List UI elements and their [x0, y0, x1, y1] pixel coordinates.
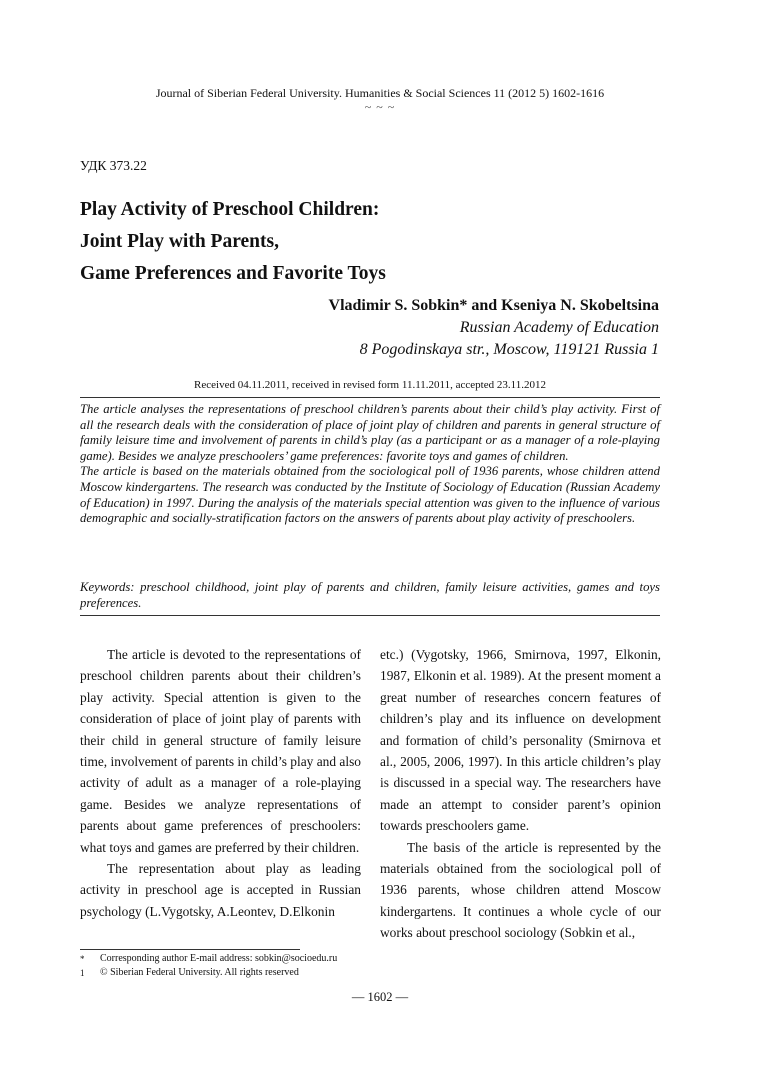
footnote-mark: * — [80, 954, 85, 964]
footnote-rule — [80, 949, 300, 950]
author-names: Vladimir S. Sobkin* and Kseniya N. Skobeltsina — [328, 297, 659, 314]
body-column-left — [80, 644, 361, 922]
footnotes — [80, 952, 480, 980]
author-affiliation: Russian Academy of Education — [459, 319, 659, 336]
received-dates: Received 04.11.2011, received in revised form 11.11.2011, accepted 23.11.2012 — [194, 379, 546, 391]
journal-header: Journal of Siberian Federal University. Humanities & Social Sciences 11 (2012 5) 1602-1616 — [155, 86, 605, 100]
footnote-text: © Siberian Federal University. All rights reserved — [100, 967, 299, 978]
keywords: Keywords: preschool childhood, joint play of parents and children, family leisure activities, games and toys preferences. — [80, 580, 660, 610]
abstract-bottom-rule — [80, 615, 660, 616]
abstract-top-rule — [80, 397, 660, 398]
body-paragraph: etc.) (Vygotsky, 1966, Smirnova, 1997, Elkonin, 1987, Elkonin et al. 1989). At the present moment a great number of researches concern features of children’s play and its influence on development and formation of child’s personality (Smirnova et al., 2005, 2006, 1997). In this article children’s play is discussed in a special way. The researchers have made an attempt to consider parent’s opinion towards preschoolers game. — [380, 647, 661, 834]
title-line: Play Activity of Preschool Children: — [80, 199, 380, 220]
body-paragraph: The article is devoted to the representations of preschool children parents about their children’s play activity. Special attention is given to the consideration of place of joint play of parents with their child in general structure of family leisure time, involvement of parents in child’s play and also activity of adult as a manager of a role-playing game. Besides we analyze representations of parents about game preferences of preschoolers: what toys and games are preferred by their children. — [80, 647, 361, 855]
author-block — [329, 295, 659, 361]
body-paragraph: The basis of the article is represented by the materials obtained from the sociological poll of 1936 parents, whose children attend Moscow kindergartens. It continues a whole cycle of our works about preschool sociology (Sobkin et al., — [380, 839, 661, 941]
body-column-right — [380, 644, 661, 944]
abstract — [80, 402, 660, 527]
page-number: — 1602 — — [351, 990, 409, 1004]
footnote — [80, 952, 480, 966]
footnote — [80, 966, 480, 980]
udk-code: УДК 373.22 — [80, 158, 147, 173]
author-address: 8 Pogodinskaya str., Moscow, 119121 Russia 1 — [359, 341, 659, 358]
title-line: Joint Play with Parents, — [80, 231, 279, 252]
header-ornament: ~ ~ ~ — [364, 100, 396, 114]
footnote-text: Corresponding author E-mail address: sobkin@socioedu.ru — [100, 953, 338, 964]
abstract-paragraph: The article analyses the representations of preschool children’s parents about their child’s play activity. First of all the research deals with the consideration of place of joint play of children and parents in general structure of family leisure time and involvement of parents in child’s play (as a participant or as a manager of a role-playing game). Besides we analyze preschoolers’ game preferences: favorite toys and games of children. — [80, 402, 660, 463]
article-title — [80, 194, 680, 290]
abstract-paragraph: The article is based on the materials obtained from the sociological poll of 1936 parents, whose children attend Moscow kindergartens. The research was conducted by the Institute of Sociology of Education (Russian Academy of Education) in 1997. During the analysis of the materials special attention was given to the influence of various demographic and socially-stratification factors on the answers of parents about play activity of preschoolers. — [80, 464, 660, 526]
title-line: Game Preferences and Favorite Toys — [80, 263, 386, 284]
body-paragraph: The representation about play as leading activity in preschool age is accepted in Russian psychology (L.Vygotsky, A.Leontev, D.Elkonin — [80, 861, 361, 919]
footnote-mark: 1 — [80, 968, 85, 978]
